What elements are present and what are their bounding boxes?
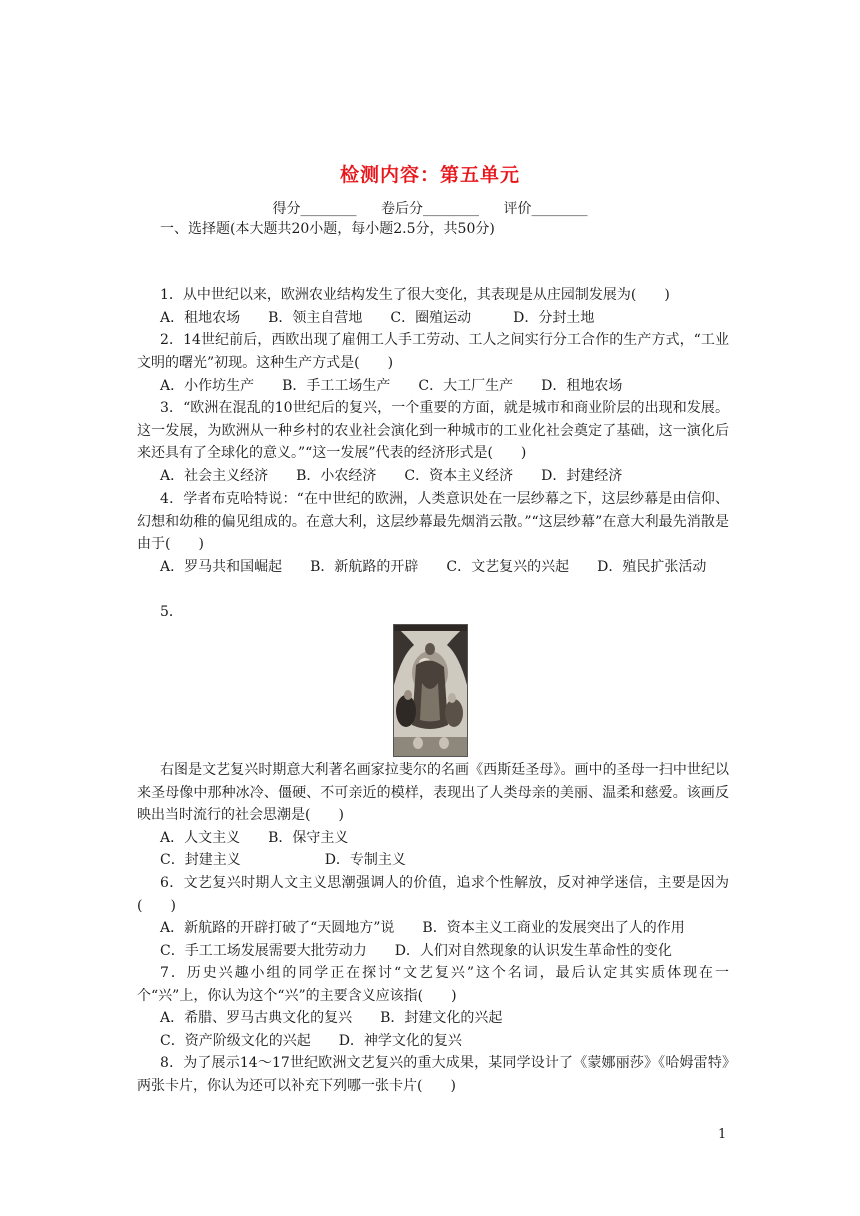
question-4-stem: 4．学者布克哈特说：“在中世纪的欧洲，人类意识处在一层纱幕之下，这层纱幕是由信仰、幻想和幼稚的偏见组成的。在意大利，这层纱幕最先烟消云散。”“这层纱幕”在意大利最先消散是由于( )	[137, 491, 729, 553]
question-3-stem: 3．“欧洲在混乱的10世纪后的复兴，一个重要的方面，就是城市和商业阶层的出现和发展。这一发展，为欧洲从一种乡村的农业社会演化到一种城市的工业化社会奠定了基础，这一演化后来还具有了全球化的意义。”“这一发展”代表的经济形式是( )	[137, 400, 729, 462]
question-5-options-cd: C．封建主义 D．专制主义	[160, 852, 406, 868]
question-6-options-cd: C．手工工场发展需要大批劳动力 D．人们对自然现象的认识发生革命性的变化	[160, 943, 672, 959]
question-7-options-cd: C．资产阶级文化的兴起 D．神学文化的复兴	[160, 1033, 462, 1049]
question-6-stem: 6．文艺复兴时期人文主义思潮强调人的价值，追求个性解放，反对神学迷信，主要是因为( )	[137, 875, 729, 914]
question-6-options-ab: A．新航路的开辟打破了“天圆地方”说 B．资本主义工商业的发展突出了人的作用	[160, 920, 685, 936]
page-title: 检测内容：第五单元	[339, 164, 520, 186]
score-field: 得分________	[272, 201, 357, 217]
afterclass-score-field: 卷后分________	[381, 201, 479, 217]
question-7-options-ab: A．希腊、罗马古典文化的复兴 B．封建文化的兴起	[160, 1010, 503, 1026]
evaluation-field: 评价________	[503, 201, 588, 217]
question-4-options: A．罗马共和国崛起 B．新航路的开辟 C．文艺复兴的兴起 D．殖民扩张活动	[160, 559, 707, 575]
section-heading: 一、选择题(本大题共20小题，每小题2.5分，共50分)	[160, 221, 495, 237]
question-7-stem: 7．历史兴趣小组的同学正在探讨“文艺复兴”这个名词，最后认定其实质体现在一个“兴”上，你认为这个“兴”的主要含义应该指( )	[137, 965, 729, 1004]
question-2-stem: 2．14世纪前后，西欧出现了雇佣工人手工劳动、工人之间实行分工合作的生产方式，“工业文明的曙光”初现。这种生产方式是( )	[137, 332, 729, 371]
page-number: 1	[718, 1127, 727, 1142]
question-3-options: A．社会主义经济 B．小农经济 C．资本主义经济 D．封建经济	[160, 468, 623, 484]
question-5-number: 5．	[160, 604, 183, 620]
question-2-options: A．小作坊生产 B．手工工场生产 C．大工厂生产 D．租地农场	[160, 378, 623, 394]
question-1-options: A．租地农场 B．领主自营地 C．圈殖运动 D．分封土地	[160, 310, 595, 326]
score-line	[0, 198, 860, 218]
question-8-stem: 8．为了展示14～17世纪欧洲文艺复兴的重大成果，某同学设计了《蒙娜丽莎》《哈姆雷特》两张卡片，你认为还可以补充下列哪一张卡片( )	[137, 1055, 729, 1094]
question-5-stem: 右图是文艺复兴时期意大利著名画家拉斐尔的名画《西斯廷圣母》。画中的圣母一扫中世纪以来圣母像中那种冰冷、僵硬、不可亲近的模样，表现出了人类母亲的美丽、温柔和慈爱。该画反映出当时流行的社会思潮是( )	[137, 762, 729, 824]
question-5-options-ab: A．人文主义 B．保守主义	[160, 830, 349, 846]
sistine-madonna-image	[393, 624, 468, 757]
question-1-stem: 1．从中世纪以来，欧洲农业结构发生了很大变化，其表现是从庄园制发展为( )	[160, 287, 670, 303]
